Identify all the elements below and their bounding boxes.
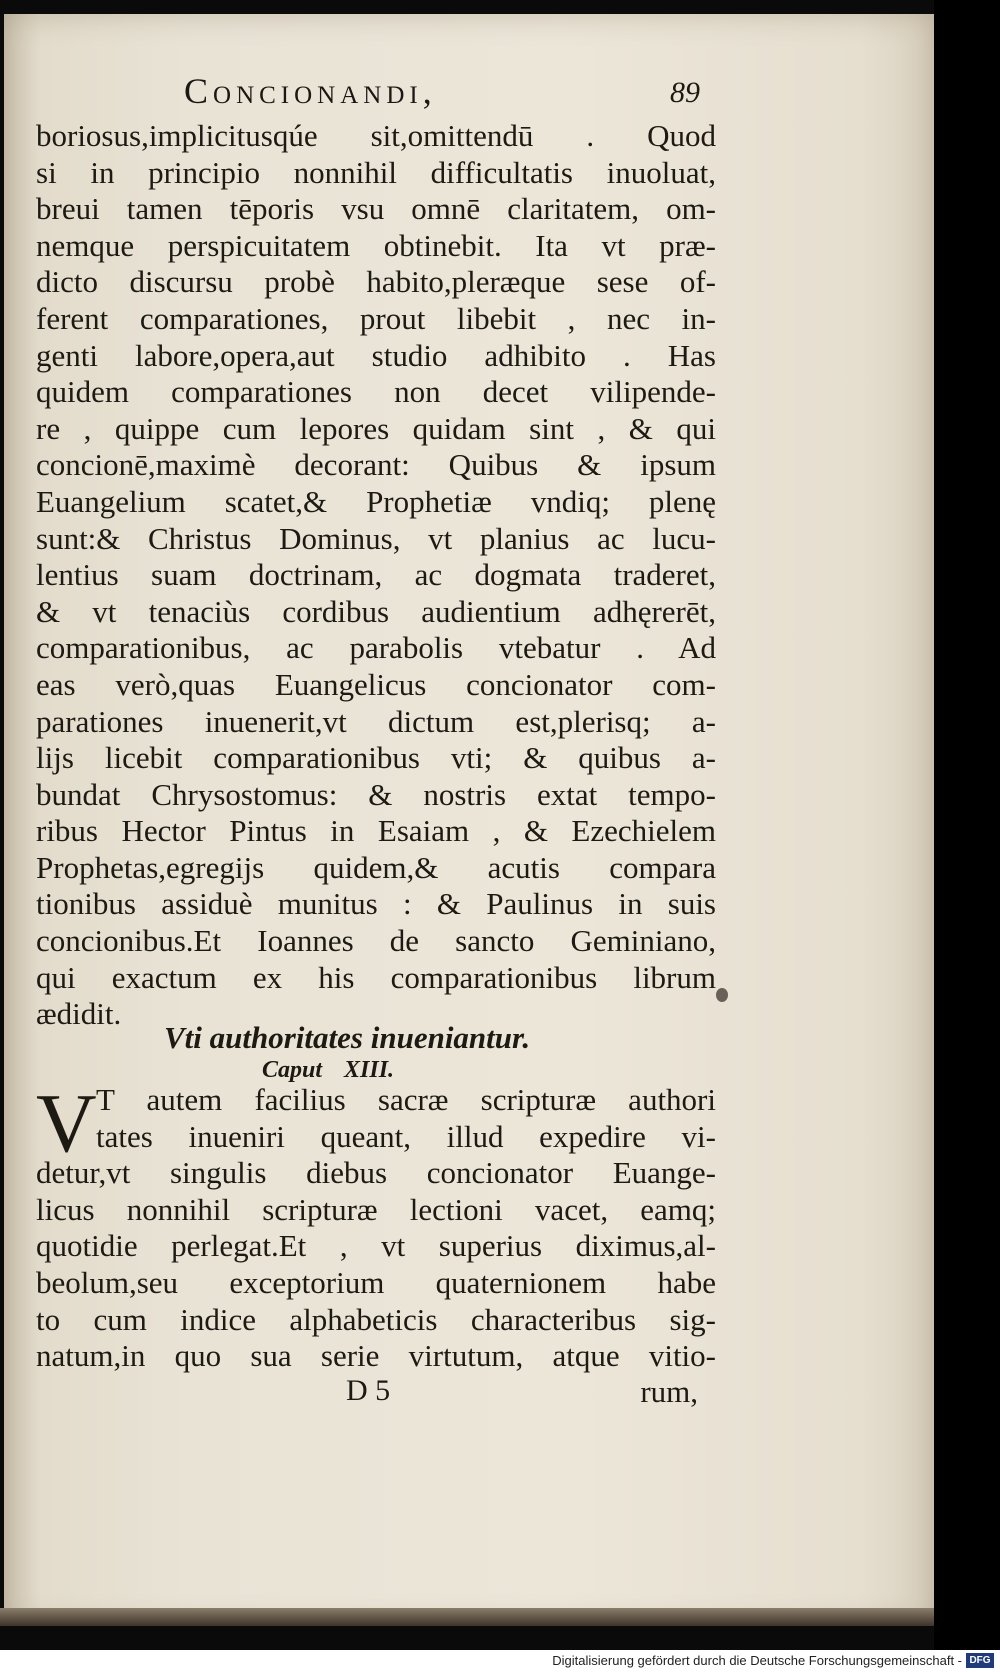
text-line: tionibus assiduè munitus : & Paulinus in suis — [36, 886, 716, 922]
running-title: Concionandi, — [184, 71, 437, 111]
text-line: T autem facilius sacræ scripturæ authori — [96, 1082, 716, 1117]
text-line: tates inueniri queant, illud expedire vi- — [96, 1118, 716, 1154]
text-line: detur,vt singulis diebus concionator Euange- — [36, 1155, 716, 1191]
text-line: concionibus.Et Ioannes de sancto Geminiano, — [36, 923, 716, 959]
text-block-chapter — [36, 1077, 716, 1375]
text-line: Euangelium scatet,& Prophetiæ vndiq; plenę — [36, 483, 716, 519]
text-line: ribus Hector Pintus in Esaiam , & Ezechielem — [36, 813, 716, 849]
text-line: lijs licebit comparationibus vti; & quibus a- — [36, 740, 716, 776]
text-line: & vt tenaciùs cordibus audientium adhęrerēt, — [36, 593, 716, 629]
funding-notice: Digitalisierung gefördert durch die Deutsche Forschungsgemeinschaft - — [552, 1653, 962, 1668]
text-line: bundat Chrysostomus: & nostris extat tempo- — [36, 776, 716, 812]
text-line: concionē,maximè decorant: Quibus & ipsum — [36, 447, 716, 483]
text-line: lentius suam doctrinam, ac dogmata traderet, — [36, 557, 716, 593]
text-line: si in principio nonnihil difficultatis inuoluat, — [36, 154, 716, 190]
text-line: comparationibus, ac parabolis vtebatur . Ad — [36, 630, 716, 666]
signature-mark: D 5 — [346, 1374, 391, 1407]
catchword: rum, — [640, 1374, 698, 1409]
page-bottom-edge — [0, 1608, 934, 1626]
text-line: quotidie perlegat.Et , vt superius diximus,al- — [36, 1228, 716, 1264]
text-line: beolum,seu exceptorium quaternionem habe — [36, 1264, 716, 1300]
text-line: licus nonnihil scripturæ lectioni vacet, eamq; — [36, 1191, 716, 1227]
text-line: boriosus,implicitusqúe sit,omittendū . Quod — [36, 118, 716, 153]
text-line: qui exactum ex his comparationibus librum — [36, 959, 716, 995]
text-line: to cum indice alphabeticis characteribus sig- — [36, 1301, 716, 1337]
text-block-main — [36, 118, 716, 1033]
text-line: sunt:& Christus Dominus, vt planius ac lucu- — [36, 520, 716, 556]
text-line: nemque perspicuitatem obtinebit. Ita vt præ- — [36, 227, 716, 263]
running-head — [4, 70, 934, 120]
page-number: 89 — [670, 76, 700, 109]
footer-bar — [0, 1650, 1000, 1672]
text-line: ferent comparationes, prout libebit , nec in- — [36, 300, 716, 336]
text-line: breui tamen tēporis vsu omnē claritatem, om- — [36, 191, 716, 227]
dfg-logo-icon: DFG — [966, 1653, 994, 1668]
text-line: dicto discursu probè habito,pleræque sese of- — [36, 264, 716, 300]
section-heading: Vti authoritates inueniantur. — [164, 1020, 531, 1055]
ink-spot — [716, 988, 728, 1002]
text-line: eas verò,quas Euangelicus concionator com- — [36, 666, 716, 702]
book-spine — [934, 0, 1000, 1672]
book-page — [4, 14, 934, 1626]
chapter-label: Caput XIII. — [262, 1057, 395, 1083]
drop-cap: V — [36, 1077, 97, 1170]
text-line: Prophetas,egregijs quidem,& acutis compara — [36, 849, 716, 885]
signature-line — [36, 1374, 716, 1414]
text-line: parationes inuenerit,vt dictum est,plerisq; a- — [36, 703, 716, 739]
text-line: quidem comparationes non decet vilipende- — [36, 374, 716, 410]
text-line: re , quippe cum lepores quidam sint , & qui — [36, 410, 716, 446]
text-line: natum,in quo sua serie virtutum, atque vitio- — [36, 1338, 716, 1374]
text-line: genti labore,opera,aut studio adhibito . Has — [36, 337, 716, 373]
text-line: ædidit. — [36, 996, 122, 1032]
